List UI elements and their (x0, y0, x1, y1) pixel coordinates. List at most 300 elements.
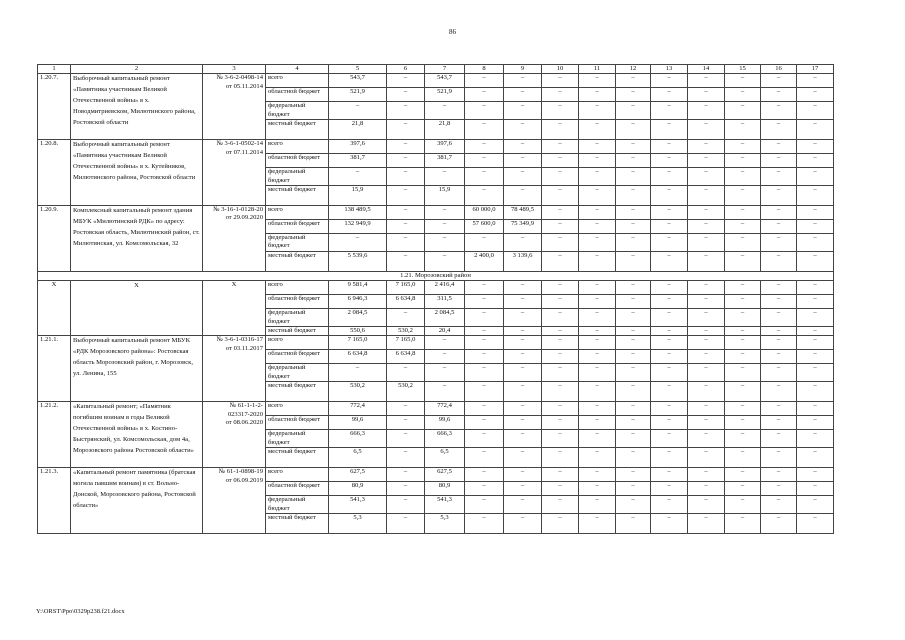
value-cell: – (579, 327, 616, 336)
table-row (38, 206, 834, 220)
value-cell: – (725, 140, 761, 154)
value-cell: 20,4 (425, 327, 465, 336)
value-cell: – (425, 364, 465, 382)
value-cell: – (725, 513, 761, 533)
value-cell: – (504, 416, 542, 430)
value-cell: – (616, 402, 651, 416)
value-cell: – (688, 154, 725, 168)
value-cell: – (504, 350, 542, 364)
value-cell: – (688, 186, 725, 206)
value-cell: – (761, 448, 797, 468)
value-cell: – (797, 102, 834, 120)
value-cell: – (797, 448, 834, 468)
value-cell: – (425, 168, 465, 186)
value-cell: – (761, 251, 797, 271)
value-cell: – (616, 186, 651, 206)
value-cell: – (504, 402, 542, 416)
value-cell: – (688, 120, 725, 140)
value-cell: 627,5 (425, 468, 465, 482)
value-cell: 397,6 (425, 140, 465, 154)
value-cell: 541,3 (329, 496, 387, 514)
value-cell: 80,9 (425, 482, 465, 496)
value-cell: – (504, 448, 542, 468)
table-row (38, 74, 834, 88)
document-reference: X (203, 281, 266, 336)
funding-source: областной бюджет (266, 154, 329, 168)
value-cell: 2 084,5 (425, 309, 465, 327)
value-cell: – (542, 482, 579, 496)
value-cell: – (465, 402, 504, 416)
value-cell: – (504, 430, 542, 448)
column-number-cell: 9 (504, 65, 542, 74)
value-cell: 2 416,4 (425, 281, 465, 295)
value-cell: – (725, 74, 761, 88)
value-cell: – (651, 468, 688, 482)
value-cell: – (725, 448, 761, 468)
value-cell: – (465, 382, 504, 402)
value-cell: – (465, 448, 504, 468)
value-cell: – (465, 281, 504, 295)
value-cell: – (761, 120, 797, 140)
value-cell: – (542, 364, 579, 382)
value-cell: – (688, 102, 725, 120)
value-cell: – (465, 513, 504, 533)
value-cell: – (504, 186, 542, 206)
value-cell: – (425, 220, 465, 234)
value-cell: – (616, 364, 651, 382)
funding-source: всего (266, 281, 329, 295)
value-cell: – (579, 140, 616, 154)
value-cell: – (761, 430, 797, 448)
funding-source: областной бюджет (266, 482, 329, 496)
value-cell: – (616, 88, 651, 102)
value-cell: – (387, 251, 425, 271)
value-cell: – (651, 74, 688, 88)
value-cell: 541,3 (425, 496, 465, 514)
value-cell: 397,6 (329, 140, 387, 154)
value-cell: 543,7 (425, 74, 465, 88)
value-cell: – (725, 309, 761, 327)
value-cell: 521,9 (425, 88, 465, 102)
value-cell: 530,2 (387, 327, 425, 336)
value-cell: – (688, 350, 725, 364)
value-cell: – (465, 186, 504, 206)
value-cell: – (579, 168, 616, 186)
value-cell: – (761, 336, 797, 350)
value-cell: – (579, 74, 616, 88)
value-cell: – (504, 140, 542, 154)
value-cell: – (651, 382, 688, 402)
item-number: 1.21.3. (38, 468, 71, 534)
value-cell: – (579, 206, 616, 220)
value-cell: – (651, 206, 688, 220)
value-cell: – (504, 336, 542, 350)
table-body (38, 65, 834, 534)
value-cell: – (688, 416, 725, 430)
funding-source: местный бюджет (266, 251, 329, 271)
value-cell: – (579, 402, 616, 416)
funding-source: всего (266, 336, 329, 350)
value-cell: – (387, 74, 425, 88)
value-cell: – (579, 416, 616, 430)
item-number: 1.20.7. (38, 74, 71, 140)
table-row (38, 402, 834, 416)
value-cell: – (688, 309, 725, 327)
value-cell: – (616, 327, 651, 336)
value-cell: – (761, 281, 797, 295)
document-reference: № 3-6-2-0498-14 от 05.11.2014 (203, 74, 266, 140)
funding-source: всего (266, 74, 329, 88)
value-cell: – (797, 327, 834, 336)
column-number-cell: 7 (425, 65, 465, 74)
value-cell: – (797, 74, 834, 88)
value-cell: 521,9 (329, 88, 387, 102)
value-cell: – (651, 140, 688, 154)
value-cell: 21,8 (425, 120, 465, 140)
value-cell: – (465, 154, 504, 168)
column-number-cell: 10 (542, 65, 579, 74)
value-cell: – (761, 88, 797, 102)
value-cell: – (616, 251, 651, 271)
value-cell: – (465, 234, 504, 252)
value-cell: – (761, 327, 797, 336)
value-cell: – (542, 186, 579, 206)
value-cell: – (465, 102, 504, 120)
value-cell: – (579, 220, 616, 234)
value-cell: – (504, 281, 542, 295)
value-cell: – (542, 402, 579, 416)
value-cell: 99,6 (329, 416, 387, 430)
value-cell: – (725, 496, 761, 514)
value-cell: – (504, 88, 542, 102)
value-cell: – (761, 186, 797, 206)
value-cell: – (761, 416, 797, 430)
value-cell: – (504, 74, 542, 88)
item-number: X (38, 281, 71, 336)
funding-source: всего (266, 402, 329, 416)
value-cell: 530,2 (329, 382, 387, 402)
value-cell: – (542, 74, 579, 88)
column-number-cell: 15 (725, 65, 761, 74)
value-cell: – (579, 102, 616, 120)
value-cell: – (542, 168, 579, 186)
value-cell: – (387, 186, 425, 206)
value-cell: – (688, 74, 725, 88)
document-reference: № 3-16-1-0128-20 от 29.09.2020 (203, 206, 266, 272)
item-description: «Капитальный ремонт памятника (братская могила павшим воинам) в ст. Вольно-Донской, Морозовского района, Ростовской области» (71, 468, 203, 534)
value-cell: – (387, 430, 425, 448)
value-cell: – (797, 154, 834, 168)
item-description: X (71, 281, 203, 336)
item-number: 1.20.8. (38, 140, 71, 206)
value-cell: – (542, 382, 579, 402)
value-cell: – (579, 154, 616, 168)
value-cell: 60 000,0 (465, 206, 504, 220)
funding-source: местный бюджет (266, 327, 329, 336)
value-cell: – (616, 102, 651, 120)
value-cell: – (579, 295, 616, 309)
value-cell: – (651, 295, 688, 309)
value-cell: – (465, 468, 504, 482)
value-cell: 2 400,0 (465, 251, 504, 271)
value-cell: – (616, 513, 651, 533)
value-cell: – (579, 482, 616, 496)
funding-source: областной бюджет (266, 295, 329, 309)
value-cell: – (725, 220, 761, 234)
item-description: Выборочный капитальный ремонт «Памятника участникам Великой Отечественной войны» в х. Новодмитриевском, Милютинского района, Ростовской области (71, 74, 203, 140)
funding-source: местный бюджет (266, 382, 329, 402)
value-cell: – (542, 88, 579, 102)
value-cell: – (329, 102, 387, 120)
value-cell: – (688, 327, 725, 336)
column-number-cell: 14 (688, 65, 725, 74)
value-cell: – (688, 234, 725, 252)
value-cell: – (725, 88, 761, 102)
value-cell: – (688, 140, 725, 154)
value-cell: – (542, 120, 579, 140)
value-cell: – (387, 234, 425, 252)
value-cell: – (797, 295, 834, 309)
value-cell: – (329, 168, 387, 186)
value-cell: – (465, 336, 504, 350)
value-cell: – (425, 102, 465, 120)
value-cell: 381,7 (329, 154, 387, 168)
value-cell: – (725, 336, 761, 350)
value-cell: – (688, 295, 725, 309)
value-cell: – (387, 154, 425, 168)
value-cell: – (542, 102, 579, 120)
value-cell: 666,3 (425, 430, 465, 448)
value-cell: – (688, 88, 725, 102)
value-cell: – (579, 186, 616, 206)
column-number-cell: 17 (797, 65, 834, 74)
value-cell: – (542, 327, 579, 336)
budget-table (37, 64, 834, 534)
column-number-cell: 12 (616, 65, 651, 74)
value-cell: 132 949,9 (329, 220, 387, 234)
funding-source: федеральный бюджет (266, 496, 329, 514)
value-cell: – (761, 295, 797, 309)
column-number-row (38, 65, 834, 74)
value-cell: – (797, 120, 834, 140)
value-cell: – (797, 168, 834, 186)
value-cell: – (616, 416, 651, 430)
value-cell: – (725, 186, 761, 206)
value-cell: – (725, 234, 761, 252)
column-number-cell: 3 (203, 65, 266, 74)
value-cell: – (761, 468, 797, 482)
item-description: Выборочный капитальный ремонт МБУК «РДК Морозовского района»: Ростовская область Морозовский район, г. Морозовск, ул. Ленина, 155 (71, 336, 203, 402)
value-cell: 550,6 (329, 327, 387, 336)
item-description: Комплексный капитальный ремонт здания МБУК «Милютинский РДК» по адресу: Ростовская область, Милютинский район, ст. Милютинская, ул. Комсомольская, 32 (71, 206, 203, 272)
value-cell: 9 581,4 (329, 281, 387, 295)
value-cell: – (542, 251, 579, 271)
value-cell: – (465, 168, 504, 186)
section-heading-row (38, 271, 834, 280)
value-cell: 6 946,3 (329, 295, 387, 309)
value-cell: – (542, 496, 579, 514)
value-cell: – (651, 251, 688, 271)
value-cell: – (797, 281, 834, 295)
funding-source: областной бюджет (266, 350, 329, 364)
value-cell: – (465, 416, 504, 430)
value-cell: – (761, 168, 797, 186)
value-cell: – (504, 309, 542, 327)
value-cell: – (579, 382, 616, 402)
value-cell: 311,5 (425, 295, 465, 309)
value-cell: – (579, 364, 616, 382)
value-cell: – (797, 496, 834, 514)
value-cell: 772,4 (425, 402, 465, 416)
value-cell: – (761, 220, 797, 234)
value-cell: – (797, 206, 834, 220)
value-cell: – (387, 496, 425, 514)
value-cell: – (651, 402, 688, 416)
value-cell: – (651, 186, 688, 206)
value-cell: – (688, 336, 725, 350)
value-cell: 78 489,5 (504, 206, 542, 220)
value-cell: – (387, 220, 425, 234)
value-cell: – (688, 206, 725, 220)
value-cell: – (725, 168, 761, 186)
value-cell: – (651, 350, 688, 364)
value-cell: – (651, 513, 688, 533)
value-cell: – (797, 309, 834, 327)
value-cell: – (797, 382, 834, 402)
page-number: 86 (449, 28, 456, 36)
value-cell: – (616, 496, 651, 514)
value-cell: – (329, 234, 387, 252)
value-cell: – (688, 281, 725, 295)
value-cell: – (761, 206, 797, 220)
item-number: 1.20.9. (38, 206, 71, 272)
value-cell: – (616, 336, 651, 350)
value-cell: – (797, 416, 834, 430)
value-cell: – (542, 309, 579, 327)
value-cell: – (387, 364, 425, 382)
value-cell: – (725, 295, 761, 309)
value-cell: – (465, 364, 504, 382)
value-cell: – (579, 234, 616, 252)
value-cell: 15,9 (329, 186, 387, 206)
value-cell: – (387, 168, 425, 186)
value-cell: – (616, 281, 651, 295)
value-cell: – (504, 327, 542, 336)
value-cell: – (688, 220, 725, 234)
column-number-cell: 11 (579, 65, 616, 74)
document-reference: № 61-1-1-2- 023317-2020 от 08.06.2020 (203, 402, 266, 468)
value-cell: 15,9 (425, 186, 465, 206)
value-cell: – (651, 88, 688, 102)
value-cell: 666,3 (329, 430, 387, 448)
value-cell: – (797, 482, 834, 496)
value-cell: – (579, 468, 616, 482)
value-cell: – (616, 234, 651, 252)
value-cell: – (651, 482, 688, 496)
value-cell: – (465, 74, 504, 88)
value-cell: – (542, 350, 579, 364)
value-cell: – (688, 168, 725, 186)
value-cell: – (579, 309, 616, 327)
value-cell: 21,8 (329, 120, 387, 140)
value-cell: – (616, 74, 651, 88)
value-cell: – (542, 140, 579, 154)
section-heading: 1.21. Морозовский район (38, 271, 834, 280)
value-cell: – (797, 220, 834, 234)
value-cell: – (387, 88, 425, 102)
value-cell: – (725, 430, 761, 448)
value-cell: – (504, 364, 542, 382)
value-cell: – (425, 251, 465, 271)
value-cell: – (688, 448, 725, 468)
value-cell: – (542, 416, 579, 430)
value-cell: – (465, 496, 504, 514)
value-cell: – (465, 295, 504, 309)
funding-source: местный бюджет (266, 448, 329, 468)
file-path-footer: Y:\ORST\Ppo\0329p238.f21.docx (36, 608, 125, 615)
value-cell: – (797, 88, 834, 102)
value-cell: – (616, 350, 651, 364)
value-cell: – (465, 309, 504, 327)
value-cell: – (579, 448, 616, 468)
value-cell: – (725, 350, 761, 364)
value-cell: 381,7 (425, 154, 465, 168)
value-cell: – (761, 364, 797, 382)
value-cell: – (387, 482, 425, 496)
value-cell: – (761, 154, 797, 168)
value-cell: – (387, 309, 425, 327)
value-cell: – (616, 382, 651, 402)
value-cell: – (504, 382, 542, 402)
value-cell: – (725, 281, 761, 295)
value-cell: – (465, 88, 504, 102)
value-cell: – (651, 336, 688, 350)
value-cell: – (616, 309, 651, 327)
value-cell: – (688, 468, 725, 482)
value-cell: 6,5 (329, 448, 387, 468)
value-cell: – (761, 102, 797, 120)
value-cell: – (725, 154, 761, 168)
value-cell: – (616, 448, 651, 468)
value-cell: – (797, 350, 834, 364)
value-cell: – (725, 482, 761, 496)
value-cell: – (725, 102, 761, 120)
value-cell: – (688, 251, 725, 271)
value-cell: – (688, 482, 725, 496)
value-cell: – (504, 154, 542, 168)
value-cell: – (725, 416, 761, 430)
value-cell: – (542, 281, 579, 295)
value-cell: – (761, 382, 797, 402)
value-cell: – (797, 402, 834, 416)
value-cell: – (387, 402, 425, 416)
value-cell: – (504, 234, 542, 252)
value-cell: – (761, 74, 797, 88)
value-cell: 57 600,0 (465, 220, 504, 234)
value-cell: – (387, 468, 425, 482)
value-cell: – (579, 430, 616, 448)
value-cell: – (725, 251, 761, 271)
value-cell: – (651, 430, 688, 448)
value-cell: 6,5 (425, 448, 465, 468)
column-number-cell: 1 (38, 65, 71, 74)
value-cell: – (387, 416, 425, 430)
value-cell: – (465, 120, 504, 140)
value-cell: – (579, 513, 616, 533)
column-number-cell: 4 (266, 65, 329, 74)
value-cell: 6 634,8 (387, 295, 425, 309)
funding-source: федеральный бюджет (266, 364, 329, 382)
